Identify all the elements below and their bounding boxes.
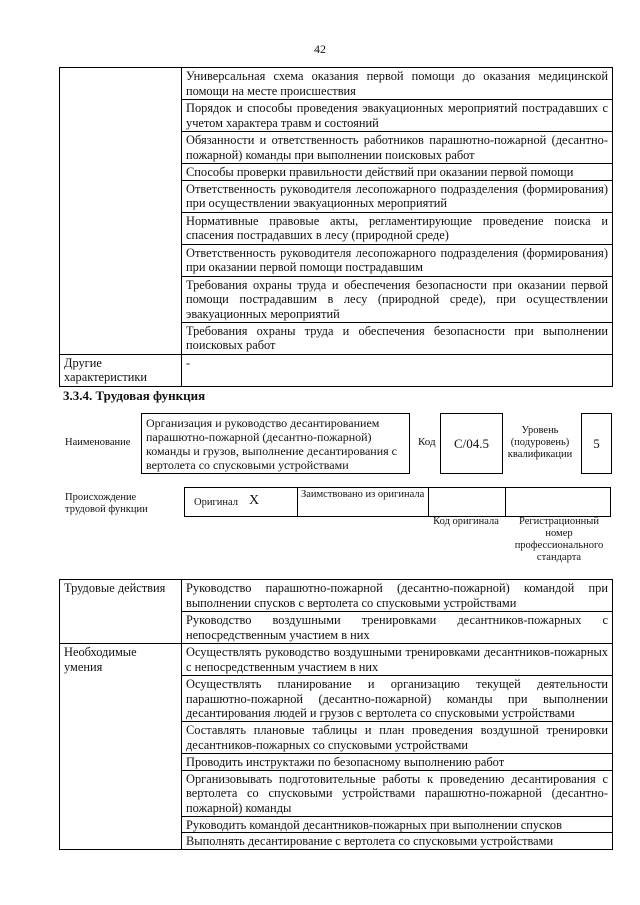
table-row: [60, 68, 613, 100]
table-cell: Выполнять десантирование с вертолета со спусковыми устройствами: [182, 833, 613, 850]
table-row: [60, 644, 613, 676]
table-cell: Руководство парашютно-пожарной (десантно-пожарной) командой при выполнении спусков с вертолета со спусковыми устройствами: [182, 580, 613, 612]
function-name-box: Организация и руководство десантированием парашютно-пожарной (десантно-пожарной) команды и грузов, выполнение десантирования с вертолета со спусковыми устройствами: [141, 413, 410, 474]
other-characteristics-label: Другие характеристики: [60, 354, 182, 386]
table-cell: Составлять плановые таблицы и план проведения воздушной тренировки десантников-пожарных со спусковыми устройствами: [182, 722, 613, 754]
table-label-cell: [60, 68, 182, 355]
section-heading: 3.3.4. Трудовая функция: [63, 388, 206, 403]
table-cell: Порядок и способы проведения эвакуационных мероприятий пострадавших с учетом характера травм и состояний: [182, 100, 613, 132]
table-cell: Руководство воздушными тренировками десантников-пожарных с непосредственным участием в них: [182, 612, 613, 644]
table-cell: Требования охраны труда и обеспечения безопасности при выполнении поисковых работ: [182, 322, 613, 354]
labor-actions-label: Трудовые действия: [60, 580, 182, 644]
table-row: [60, 354, 613, 386]
page-number: 42: [314, 42, 326, 56]
original-label: Оригинал: [194, 497, 238, 508]
other-characteristics-value: -: [182, 354, 613, 386]
origin-row: [184, 487, 611, 517]
table-cell: Организовывать подготовительные работы к проведению десантирования с вертолета со спусковыми устройствами парашютно-пожарной (десантно-пожарной) команды: [182, 770, 613, 816]
table-cell: Нормативные правовые акты, регламентирующие проведение поиска и спасения пострадавших в лесу (природной среде): [182, 212, 613, 244]
table-cell: Способы проверки правильности действий при оказании первой помощи: [182, 164, 613, 181]
table-cell: Ответственность руководителя лесопожарного подразделения (формирования) при осуществлении эвакуационных мероприятий: [182, 180, 613, 212]
level-label: Уровень (подуровень) квалификации: [507, 425, 573, 460]
table-cell: Требования охраны труда и обеспечения безопасности при оказании первой помощи пострадавшим в лесу (природной среде), при осуществлении эвакуационных мероприятий: [182, 276, 613, 322]
qualification-level-box: 5: [581, 413, 612, 474]
borrowed-label: Заимствовано из оригинала: [301, 489, 425, 500]
table-cell: Ответственность руководителя лесопожарного подразделения (формирования) при оказании первой помощи пострадавшим: [182, 244, 613, 276]
function-code-box: C/04.5: [440, 413, 503, 474]
registration-number-caption: Регистрационный номер профессионального стандарта: [514, 516, 604, 563]
table-cell: Проводить инструктажи по безопасному выполнению работ: [182, 754, 613, 771]
table-cell: Обязанности и ответственность работников парашютно-пожарной (десантно-пожарной) команды при выполнении поисковых работ: [182, 132, 613, 164]
original-cell: [185, 488, 298, 516]
table-cell: Универсальная схема оказания первой помощи до оказания медицинской помощи на месте происшествия: [182, 68, 613, 100]
original-code-caption: Код оригинала: [433, 516, 499, 527]
name-label: Наименование: [65, 437, 131, 448]
code-label: Код: [418, 436, 436, 448]
origin-label: Происхождение трудовой функции: [65, 492, 148, 515]
skills-label: Необходимые умения: [60, 644, 182, 850]
knowledge-table: [59, 67, 613, 387]
labor-function-table: [59, 579, 613, 850]
table-cell: Руководить командой десантников-пожарных при выполнении спусков: [182, 816, 613, 833]
table-row: [60, 580, 613, 612]
table-cell: Осуществлять планирование и организацию текущей деятельности парашютно-пожарной (десантно-пожарной) команды при выполнении десантирования людей и грузов с вертолета со спусковыми устройствами: [182, 676, 613, 722]
original-mark: X: [249, 493, 260, 508]
table-cell: Осуществлять руководство воздушными тренировками десантников-пожарных с непосредственным участием в них: [182, 644, 613, 676]
original-code-cell: [428, 488, 506, 516]
